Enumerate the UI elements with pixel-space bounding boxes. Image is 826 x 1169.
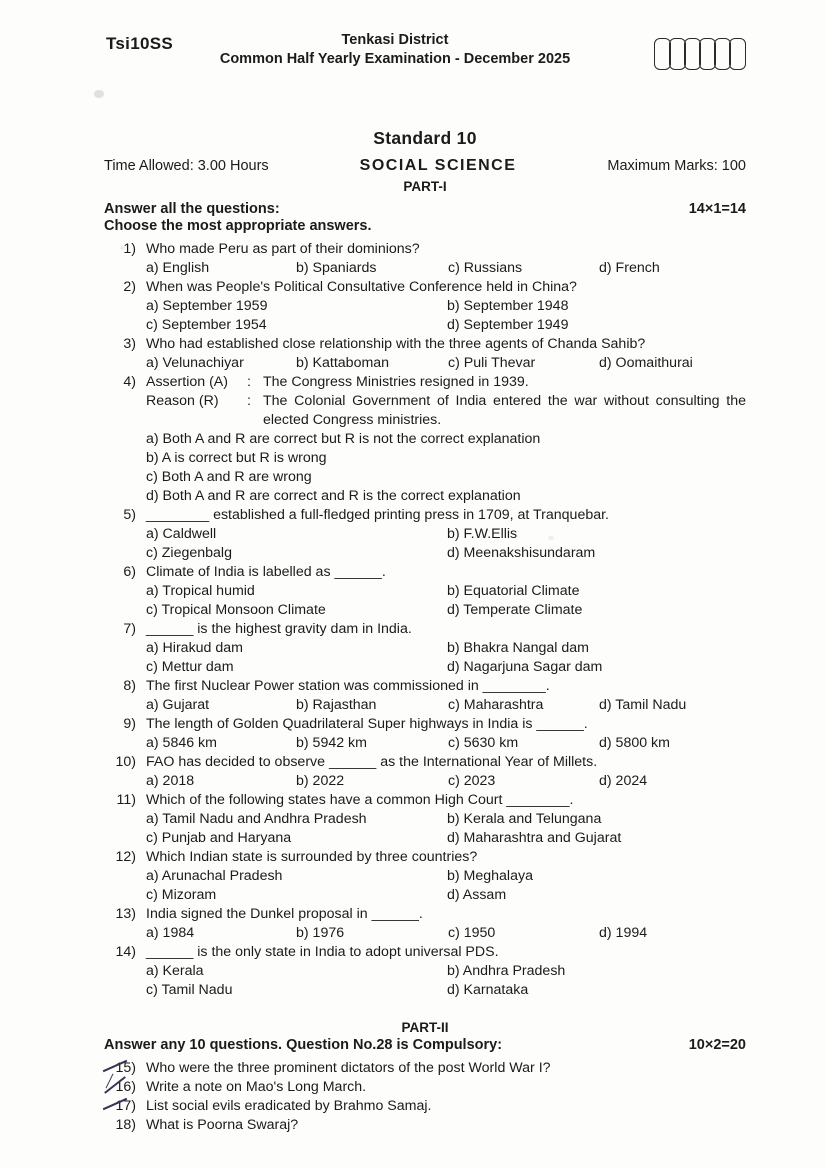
question-text: The first Nuclear Power station was commissioned in ________. — [146, 678, 550, 694]
mcq-question — [104, 943, 746, 1000]
mcq-question — [104, 620, 746, 677]
mcq-question — [104, 715, 746, 753]
answer-option: a) Arunachal Pradesh — [146, 868, 283, 884]
answer-option: d) French — [599, 260, 660, 276]
answer-option: c) Ziegenbalg — [146, 545, 232, 561]
answer-option: d) 5800 km — [599, 735, 670, 751]
mcq-question — [104, 506, 746, 563]
question-number: 18) — [115, 1117, 136, 1133]
short-answer-question — [104, 1097, 746, 1116]
question-text: When was People's Political Consultative Conference held in China? — [146, 279, 577, 295]
register-box — [729, 38, 746, 70]
mcq-question — [104, 848, 746, 905]
part2-instruction: Answer any 10 questions. Question No.28 is Compulsory: — [104, 1037, 503, 1053]
answer-option: a) Kerala — [146, 963, 204, 979]
pen-strike-mark — [105, 1094, 127, 1112]
answer-option: a) Caldwell — [146, 526, 217, 542]
mcq-question — [104, 677, 746, 715]
mcq-question — [104, 240, 746, 278]
answer-option: a) 1984 — [146, 925, 195, 941]
answer-option: c) Both A and R are wrong — [146, 469, 312, 485]
mcq-question — [104, 278, 746, 335]
part1-instruction1: Answer all the questions: — [104, 201, 280, 217]
question-text: Which of the following states have a common High Court ________. — [146, 792, 574, 808]
time-allowed: Time Allowed: 3.00 Hours — [104, 158, 269, 174]
answer-option: a) Tamil Nadu and Andhra Pradesh — [146, 811, 367, 827]
question-number: 3) — [123, 336, 136, 352]
assertion-label: Assertion (A) — [146, 374, 228, 390]
question-text: Write a note on Mao's Long March. — [146, 1079, 367, 1095]
question-number: 4) — [123, 374, 136, 390]
answer-option: b) Kattaboman — [296, 355, 390, 371]
question-text: FAO has decided to observe ______ as the International Year of Millets. — [146, 754, 598, 770]
short-answer-question — [104, 1116, 746, 1135]
question-number: 13) — [115, 906, 136, 922]
answer-option: d) Assam — [447, 887, 507, 903]
answer-option: b) Bhakra Nangal dam — [447, 640, 589, 656]
part1-instruction2: Choose the most appropriate answers. — [104, 218, 372, 234]
mcq-question — [104, 373, 746, 506]
answer-option: b) Equatorial Climate — [447, 583, 580, 599]
part1-question-list — [104, 240, 746, 1000]
assertion-label: Reason (R) — [146, 393, 219, 409]
answer-option: b) A is correct but R is wrong — [146, 450, 327, 466]
answer-option: a) Tropical humid — [146, 583, 255, 599]
answer-option: b) Rajasthan — [296, 697, 377, 713]
question-number: 8) — [123, 678, 136, 694]
question-text: ______ is the highest gravity dam in India. — [146, 621, 412, 637]
answer-option: c) Mizoram — [146, 887, 217, 903]
short-answer-question — [104, 1059, 746, 1078]
question-number: 10) — [115, 754, 136, 770]
answer-option: a) Velunachiyar — [146, 355, 244, 371]
answer-option: a) English — [146, 260, 210, 276]
register-number-boxes — [656, 38, 746, 70]
question-text: Who made Peru as part of their dominions? — [146, 241, 420, 257]
maximum-marks: Maximum Marks: 100 — [607, 158, 746, 174]
mcq-question — [104, 753, 746, 791]
question-text: ______ is the only state in India to adopt universal PDS. — [146, 944, 499, 960]
question-text: The length of Golden Quadrilateral Super highways in India is ______. — [146, 716, 588, 732]
question-number: 5) — [123, 507, 136, 523]
answer-option: c) Tropical Monsoon Climate — [146, 602, 326, 618]
question-number: 9) — [123, 716, 136, 732]
answer-option: c) Mettur dam — [146, 659, 234, 675]
answer-option: c) 1950 — [448, 925, 496, 941]
question-number: 12) — [115, 849, 136, 865]
exam-title: Common Half Yearly Examination - December 2025 — [219, 51, 571, 67]
answer-option: d) 2024 — [599, 773, 648, 789]
answer-option: c) Punjab and Haryana — [146, 830, 292, 846]
answer-option: b) Meghalaya — [447, 868, 533, 884]
part2-question-list — [104, 1059, 746, 1135]
answer-option: b) Spaniards — [296, 260, 377, 276]
assertion-colon: : — [247, 393, 251, 409]
part1-marks: 14×1=14 — [688, 201, 746, 217]
answer-option: d) Nagarjuna Sagar dam — [447, 659, 603, 675]
answer-option: d) 1994 — [599, 925, 648, 941]
answer-option: b) 5942 km — [296, 735, 367, 751]
subject-title: SOCIAL SCIENCE — [359, 157, 517, 174]
question-number: 1) — [123, 241, 136, 257]
question-text: Climate of India is labelled as ______. — [146, 564, 386, 580]
answer-option: a) Hirakud dam — [146, 640, 243, 656]
answer-option: a) Both A and R are correct but R is not the correct explanation — [146, 431, 541, 447]
answer-option: d) September 1949 — [447, 317, 569, 333]
answer-option: c) Tamil Nadu — [146, 982, 233, 998]
mcq-question — [104, 563, 746, 620]
part1-label: PART-I — [403, 179, 447, 194]
standard-title: Standard 10 — [373, 128, 477, 148]
answer-option: c) Maharashtra — [448, 697, 544, 713]
answer-option: d) Tamil Nadu — [599, 697, 687, 713]
short-answer-question — [104, 1078, 746, 1097]
question-number: 7) — [123, 621, 136, 637]
answer-option: c) Puli Thevar — [448, 355, 536, 371]
answer-option: d) Karnataka — [447, 982, 529, 998]
answer-option: b) 2022 — [296, 773, 345, 789]
question-text: India signed the Dunkel proposal in ______. — [146, 906, 423, 922]
assertion-text: The Congress Ministries resigned in 1939. — [263, 374, 529, 390]
answer-option: d) Temperate Climate — [447, 602, 583, 618]
question-text: Which Indian state is surrounded by three countries? — [146, 849, 478, 865]
question-number: 17) — [104, 1097, 146, 1116]
pen-strike-mark — [105, 1075, 127, 1093]
answer-option: b) Andhra Pradesh — [447, 963, 566, 979]
part2-label: PART-II — [401, 1020, 449, 1035]
question-text: ________ established a full-fledged printing press in 1709, at Tranquebar. — [146, 507, 609, 523]
answer-option: a) Gujarat — [146, 697, 210, 713]
answer-option: c) 2023 — [448, 773, 496, 789]
answer-option: a) September 1959 — [146, 298, 268, 314]
question-number: 15) — [104, 1059, 146, 1078]
question-text: What is Poorna Swaraj? — [146, 1117, 299, 1133]
question-number: 2) — [123, 279, 136, 295]
assertion-colon: : — [247, 374, 251, 390]
question-number: 11) — [116, 792, 136, 808]
question-text: Who had established close relationship with the three agents of Chanda Sahib? — [146, 336, 646, 352]
answer-option: b) September 1948 — [447, 298, 569, 314]
answer-option: b) Kerala and Telungana — [447, 811, 602, 827]
part2-marks: 10×2=20 — [688, 1037, 746, 1053]
answer-option: d) Meenakshisundaram — [447, 545, 596, 561]
answer-option: b) 1976 — [296, 925, 345, 941]
answer-option: c) Russians — [448, 260, 523, 276]
answer-option: d) Both A and R are correct and R is the correct explanation — [146, 488, 521, 504]
mcq-question — [104, 335, 746, 373]
scan-artifact — [94, 90, 104, 98]
assertion-text: The Colonial Government of India entered the war without consulting the elected Congress ministries. — [263, 393, 746, 428]
answer-option: d) Oomaithurai — [599, 355, 693, 371]
paper-header — [104, 30, 746, 102]
pen-strike-mark — [105, 1056, 127, 1074]
district-title: Tenkasi District — [341, 32, 449, 48]
mcq-question — [104, 791, 746, 848]
mcq-question — [104, 905, 746, 943]
answer-option: c) September 1954 — [146, 317, 267, 333]
question-text: List social evils eradicated by Brahmo Samaj. — [146, 1098, 432, 1114]
answer-option: a) 2018 — [146, 773, 195, 789]
answer-option: a) 5846 km — [146, 735, 217, 751]
question-number: 16) — [104, 1078, 146, 1097]
answer-option: d) Maharashtra and Gujarat — [447, 830, 622, 846]
question-text: Who were the three prominent dictators of the post World War I? — [146, 1060, 551, 1076]
question-number: 6) — [123, 564, 136, 580]
question-number: 14) — [115, 944, 136, 960]
paper-code: Tsi10SS — [106, 34, 173, 53]
answer-option: b) F.W.Ellis — [447, 526, 518, 542]
answer-option: c) 5630 km — [448, 735, 519, 751]
